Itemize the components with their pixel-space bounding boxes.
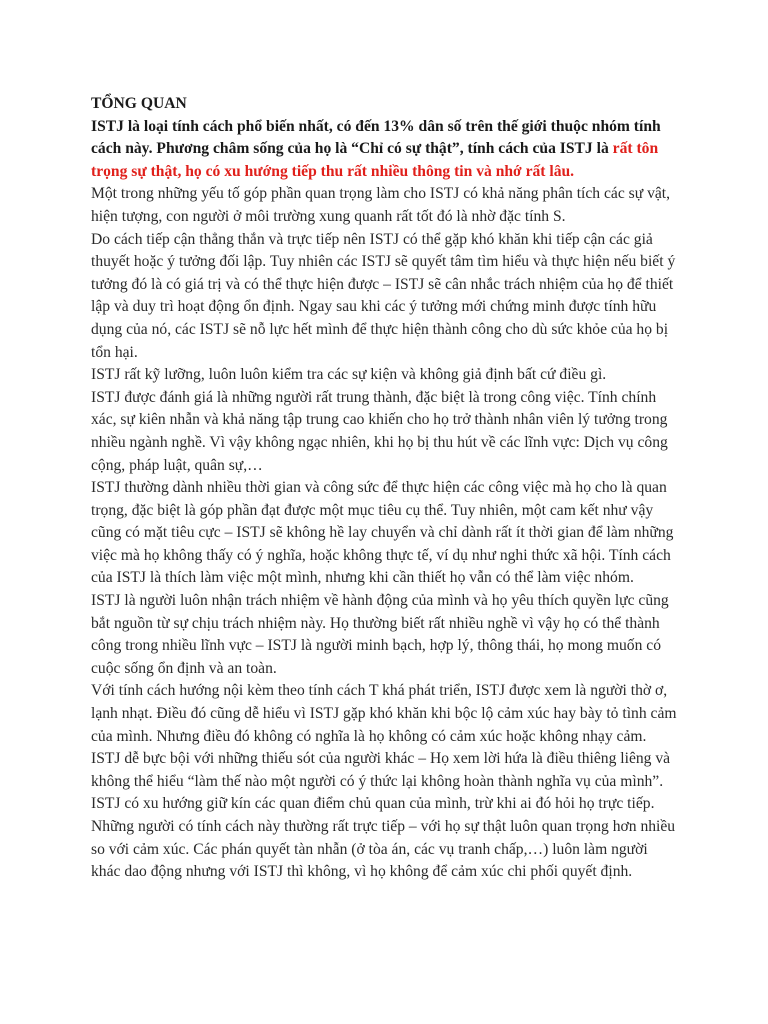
intro-bold-text: ISTJ là loại tính cách phổ biến nhất, có đến 13% dân số trên thế giới thuộc nhóm tính cách này. Phương châm sống của họ là “Chỉ có sự thật”, tính cách của ISTJ là [91, 117, 661, 158]
paragraph-approach: Do cách tiếp cận thẳng thắn và trực tiếp nên ISTJ có thể gặp khó khăn khi tiếp cận các giả thuyết hoặc ý tưởng đối lập. Tuy nhiên các ISTJ sẽ quyết tâm tìm hiểu và thực hiện nếu biết ý tưởng đó là có giá trị và có thể thực hiện được – ISTJ sẽ cân nhắc trách nhiệm của họ để thiết lập và duy trì hoạt động ổn định. Ngay sau khi các ý tưởng mới chứng minh được tính hữu dụng của nó, các ISTJ sẽ nỗ lực hết mình để thực hiện thành công cho dù sức khỏe của họ bị tổn hại. [91, 230, 676, 361]
document-page [91, 93, 681, 884]
paragraph-opinions: ISTJ có xu hướng giữ kín các quan điểm chủ quan của mình, trừ khi ai đó hỏi họ trực tiếp. Những người có tính cách này thường rất trực tiếp – với họ sự thật luôn quan trọng hơn nhiều so với cảm xúc. Các phán quyết tàn nhẫn (ở tòa án, các vụ tranh chấp,…) luôn làm người khác dao động nhưng với ISTJ thì không, vì họ không để cảm xúc chi phối quyết định. [91, 795, 676, 881]
paragraph-responsibility: ISTJ là người luôn nhận trách nhiệm về hành động của mình và họ yêu thích quyền lực cũng bắt nguồn từ sự chịu trách nhiệm này. Họ thường biết rất nhiều nghề vì vậy họ có thể thành công trong nhiều lĩnh vực – ISTJ là người minh bạch, hợp lý, thông thái, họ mong muốn có cuộc sống ổn định và an toàn. [91, 592, 669, 677]
intro-paragraph [91, 116, 681, 184]
paragraph-commitment: ISTJ thường dành nhiều thời gian và công sức để thực hiện các công việc mà họ cho là quan trọng, đặc biệt là góp phần đạt được một mục tiêu cụ thể. Tuy nhiên, một cam kết như vậy cũng có mặt tiêu cực – ISTJ sẽ không hề lay chuyển và chỉ dành rất ít thời gian để làm những việc mà họ không thấy có ý nghĩa, hoặc không thực tế, ví dụ như nghi thức xã hội. Tính cách của ISTJ là thích làm việc một mình, nhưng khi cần thiết họ vẫn có thể làm việc nhóm. [91, 479, 674, 587]
paragraph-thorough: ISTJ rất kỹ lưỡng, luôn luôn kiểm tra các sự kiện và không giả định bất cứ điều gì. [91, 366, 607, 384]
section-heading: TỔNG QUAN [91, 95, 187, 112]
paragraph-introvert: Với tính cách hướng nội kèm theo tính cách T khá phát triển, ISTJ được xem là người thờ ơ, lạnh nhạt. Điều đó cũng dễ hiểu vì ISTJ gặp khó khăn khi bộc lộ cảm xúc hay bày tỏ tình cảm của mình. Nhưng điều đó không có nghĩa là họ không có cảm xúc hoặc không nhạy cảm. [91, 682, 677, 745]
intro-red-highlight: rất tôn trọng sự thật, họ có xu hướng tiếp thu rất nhiều thông tin và nhớ rất lâu. [91, 140, 659, 180]
paragraph-analysis: Một trong những yếu tố góp phần quan trọng làm cho ISTJ có khả năng phân tích các sự vật, hiện tượng, con người ở môi trường xung quanh rất tốt đó là nhờ đặc tính S. [91, 185, 671, 225]
paragraph-loyalty: ISTJ được đánh giá là những người rất trung thành, đặc biệt là trong công việc. Tính chính xác, sự kiên nhẫn và khả năng tập trung cao khiến cho họ trở thành nhân viên lý tưởng trong nhiều ngành nghề. Vì vậy không ngạc nhiên, khi họ bị thu hút về các lĩnh vực: Dịch vụ công cộng, pháp luật, quân sự,… [91, 388, 668, 474]
paragraph-promises: ISTJ dễ bực bội với những thiếu sót của người khác – Họ xem lời hứa là điều thiêng liêng và không thể hiểu “làm thế nào một người có ý thức lại không hoàn thành nghĩa vụ của mình”. [91, 750, 671, 790]
